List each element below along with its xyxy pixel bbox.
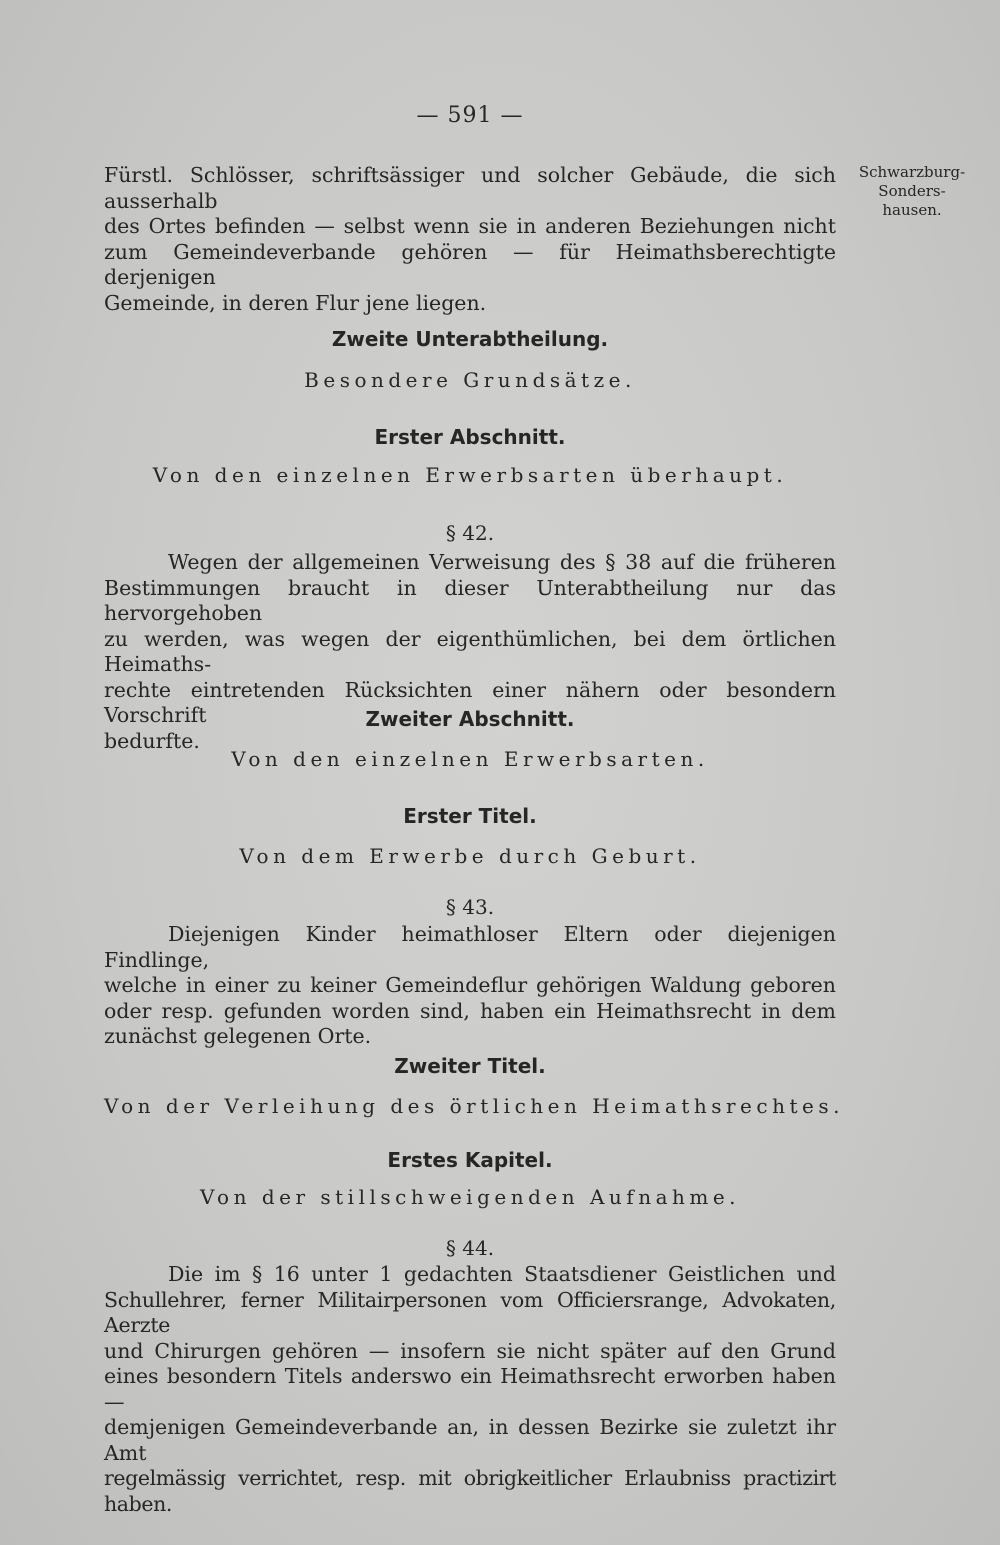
section-heading: Zweiter Titel. (394, 1054, 546, 1078)
text-line: bedurfte. (104, 728, 200, 753)
text-line: Schullehrer, ferner Militairpersonen vom Officiersrange, Advokaten, Aerzte (104, 1287, 836, 1337)
section-subheading: Von den einzelnen Erwerbsarten. (231, 747, 709, 771)
text-line: rechte eintretenden Rücksichten einer nähern oder besondern Vorschrift (104, 677, 836, 727)
section-subheading: Von der stillschweigenden Aufnahme. (199, 1185, 741, 1209)
text-line: Die im § 16 unter 1 gedachten Staatsdiener Geistlichen und (168, 1262, 836, 1286)
section-heading: Zweite Unterabtheilung. (331, 327, 609, 351)
section-subheading: Besondere Grundsätze. (304, 368, 636, 392)
text-line: eines besondern Titels anderswo ein Heimathsrecht erworben haben — (104, 1364, 836, 1414)
text-line: zum Gemeindeverbande gehören — für Heimathsberechtigte derjenigen (104, 239, 836, 289)
text-line: Fürstl. Schlösser, schriftsässiger und solcher Gebäude, die sich ausserhalb (104, 163, 836, 213)
text-line: welche in einer zu keiner Gemeindeflur gehörigen Waldung geboren (104, 973, 836, 997)
section-heading: Erstes Kapitel. (387, 1148, 553, 1172)
paragraph-43 (104, 922, 836, 1050)
text-line: zu werden, was wegen der eigenthümlichen, bei dem örtlichen Heimaths- (104, 626, 836, 676)
text-line: Diejenigen Kinder heimathloser Eltern oder diejenigen Findlinge, (104, 922, 836, 972)
section-subheading: Von den einzelnen Erwerbsarten überhaupt. (152, 463, 788, 487)
paragraph-number: § 42. (445, 521, 495, 545)
paragraph-number: § 44. (445, 1236, 495, 1260)
section-subheading: Von der Verleihung des örtlichen Heimathsrechtes. (104, 1094, 844, 1118)
page-number: — 591 — (416, 103, 524, 128)
text-line: und Chirurgen gehören — insofern sie nicht später auf den Grund (104, 1338, 836, 1363)
section-heading: Erster Titel. (403, 804, 537, 828)
section-heading: Erster Abschnitt. (374, 425, 566, 449)
paragraph-44 (104, 1262, 836, 1517)
text-line: oder resp. gefunden worden sind, haben ein Heimathsrecht in dem (104, 998, 836, 1023)
paragraph-number: § 43. (445, 895, 495, 919)
text-line: zunächst gelegenen Orte. (104, 1024, 372, 1048)
text-line: Wegen der allgemeinen Verweisung des § 38 auf die früheren (168, 550, 836, 574)
text-line: Bestimmungen braucht in dieser Unterabtheilung nur das hervorgehoben (104, 575, 836, 625)
margin-note-line: hausen. (882, 201, 942, 219)
text-line: regelmässig verrichtet, resp. mit obrigkeitlicher Erlaubniss practizirt haben. (104, 1466, 836, 1516)
text-line: des Ortes befinden — selbst wenn sie in anderen Beziehungen nicht (104, 214, 836, 238)
margin-note-line: Schwarzburg- (858, 163, 966, 181)
section-subheading: Von dem Erwerbe durch Geburt. (239, 844, 701, 868)
margin-note-line: Sonders- (878, 182, 946, 200)
margin-note (852, 163, 972, 220)
text-line: Gemeinde, in deren Flur jene liegen. (104, 290, 487, 315)
intro-paragraph (104, 163, 836, 316)
text-line: demjenigen Gemeindeverbande an, in dessen Bezirke sie zuletzt ihr Amt (104, 1415, 836, 1465)
section-heading: Zweiter Abschnitt. (365, 707, 575, 731)
